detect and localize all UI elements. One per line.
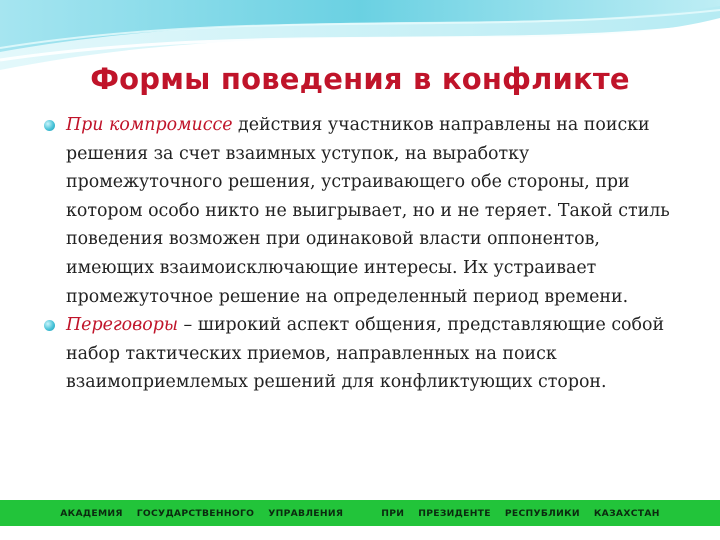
bullet-item [44,111,684,311]
footer-word: АКАДЕМИЯ [60,507,123,519]
bullet-icon [44,320,55,331]
footer-word: ПРИ [381,507,405,519]
footer-word: КАЗАХСТАН [593,507,660,519]
footer-word: ГОСУДАРСТВЕННОГО [136,507,255,519]
slide-content [44,111,684,397]
footer-word: УПРАВЛЕНИЯ [268,507,344,519]
footer-word: РЕСПУБЛИКИ [504,507,580,519]
bullet-term: При компромиссе [66,115,233,135]
wave-decoration [0,0,720,120]
bullet-text: – широкий аспект общения, представляющие собой набор тактических приемов, направленных на поиск взаимоприемлемых решений для конфликтующих сторон. [66,315,665,393]
footer-banner [0,500,720,526]
footer-word: ПРЕЗИДЕНТЕ [418,507,491,519]
bullet-item [44,311,684,397]
bullet-icon [44,120,55,131]
slide-title: Формы поведения в конфликте [90,62,630,96]
bullet-term: Переговоры [66,315,179,336]
bullet-text: действия участников направлены на поиски решения за счет взаимных уступок, на выработку промежуточного решения, устраивающего обе стороны, при котором особо никто не выигрывает, но и не теряет. Такой стиль поведения возможен при одинаковой власти оппонентов, имеющих взаимоисключающие интересы. Их устраивает промежуточное решение на определенный период времени. [66,115,670,307]
